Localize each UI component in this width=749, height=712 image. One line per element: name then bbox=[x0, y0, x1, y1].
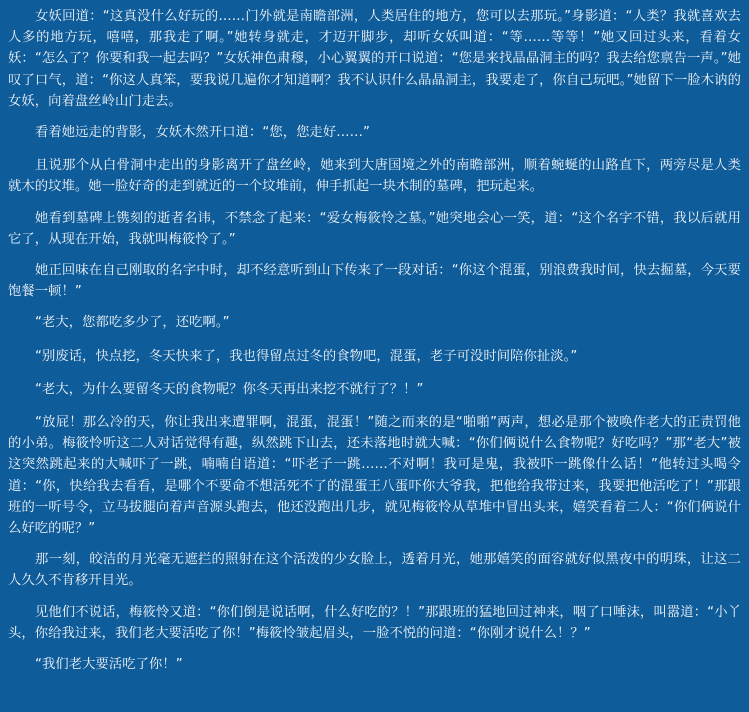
story-paragraph: 看着她远走的背影，女妖木然开口道：“您，您走好……” bbox=[35, 125, 370, 141]
story-paragraph: 且说那个从白骨洞中走出的身影离开了盘丝岭，她来到大唐国境之外的南瞻部洲，顺着蜿蜒的山路直下，两旁尽是人类就木的坟堆。她一脸好奇的走到就近的一个坟堆前，伸手抓起一块木制的墓碑，把玩起来。 bbox=[8, 158, 741, 195]
story-paragraph: “别废话，快点挖，冬天快来了，我也得留点过冬的食物吧，混蛋，老子可没时间陪你扯淡。” bbox=[35, 348, 578, 364]
story-paragraph: 见他们不说话，梅筱怜又道：“你们倒是说话啊，什么好吃的？！”那跟班的猛地回过神来，咽了口唾沫，叫嚣道：“小丫头，你给我过来，我们老大要活吃了你！”梅筱怜皱起眉头，一脸不悦的问道：“你刚才说什么！？” bbox=[8, 604, 741, 641]
story-paragraph: “老大，为什么要留冬天的食物呢？你冬天再出来挖不就行了？！” bbox=[35, 381, 424, 397]
story-paragraph: “我们老大要活吃了你！” bbox=[35, 657, 183, 673]
story-paragraph: 她看到墓碑上镌刻的逝者名讳，不禁念了起来：“爱女梅筱怜之墓。”她突地会心一笑，道：“这个名字不错，我以后就用它了，从现在开始，我就叫梅筱怜了。” bbox=[8, 210, 741, 247]
story-paragraph: 女妖回道：“这真没什么好玩的……门外就是南瞻部洲，人类居住的地方，您可以去那玩。”身影道：“人类？我就喜欢去人多的地方玩，嘻嘻，那我走了啊。”她转身就走，才迈开脚步，却听女妖叫道：“等……等等！”她又回过头来，看着女妖：“怎么了？你要和我一起去吗？”女妖神色肃穆，小心翼翼的开口说道：“您是来找晶晶洞主的吗？我去给您禀告一声。”她叹了口气，道：“你这人真笨，要我说几遍你才知道啊？我不认识什么晶晶洞主，我要走了，你自己玩吧。”她留下一脸木讷的女妖，向着盘丝岭山门走去。 bbox=[8, 9, 741, 109]
story-paragraph: 那一刻，皎洁的月光毫无遮拦的照射在这个活泼的少女脸上，透着月光，她那嬉笑的面容就好似黑夜中的明珠，让这二人久久不肯移开目光。 bbox=[8, 552, 741, 589]
story-paragraph: “老大，您都吃多少了，还吃啊。” bbox=[35, 315, 230, 331]
story-paragraph: 她正回味在自己刚取的名字中时，却不经意听到山下传来了一段对话：“你这个混蛋，别浪费我时间，快去掘墓，今天要饱餐一顿！” bbox=[8, 263, 741, 300]
story-paragraph: “放屁！那么冷的天，你让我出来遭罪啊，混蛋，混蛋！”随之而来的是“啪啪”两声，想必是那个被唤作老大的正责罚他的小弟。梅筱怜听这二人对话觉得有趣，纵然跳下山去，还未落地时就大喊：“你们俩说什么食物呢？好吃吗？”那“老大”被这突然跳起来的大喊吓了一跳，喃喃自语道：“吓老子一跳……不对啊！我可是鬼，我被吓一跳像什么话！”他转过头喝令道：“你，快给我去看看，是哪个不要命不想活死不了的混蛋王八蛋吓你大爷我，把他给我带过来，我要把他活吃了！”那跟班的一听号令，立马拔腿向着声音源头跑去，他还没跑出几步，就见梅筱怜从草堆中冒出头来，嬉笑看着二人：“你们俩说什么好吃的呢？” bbox=[8, 415, 741, 537]
